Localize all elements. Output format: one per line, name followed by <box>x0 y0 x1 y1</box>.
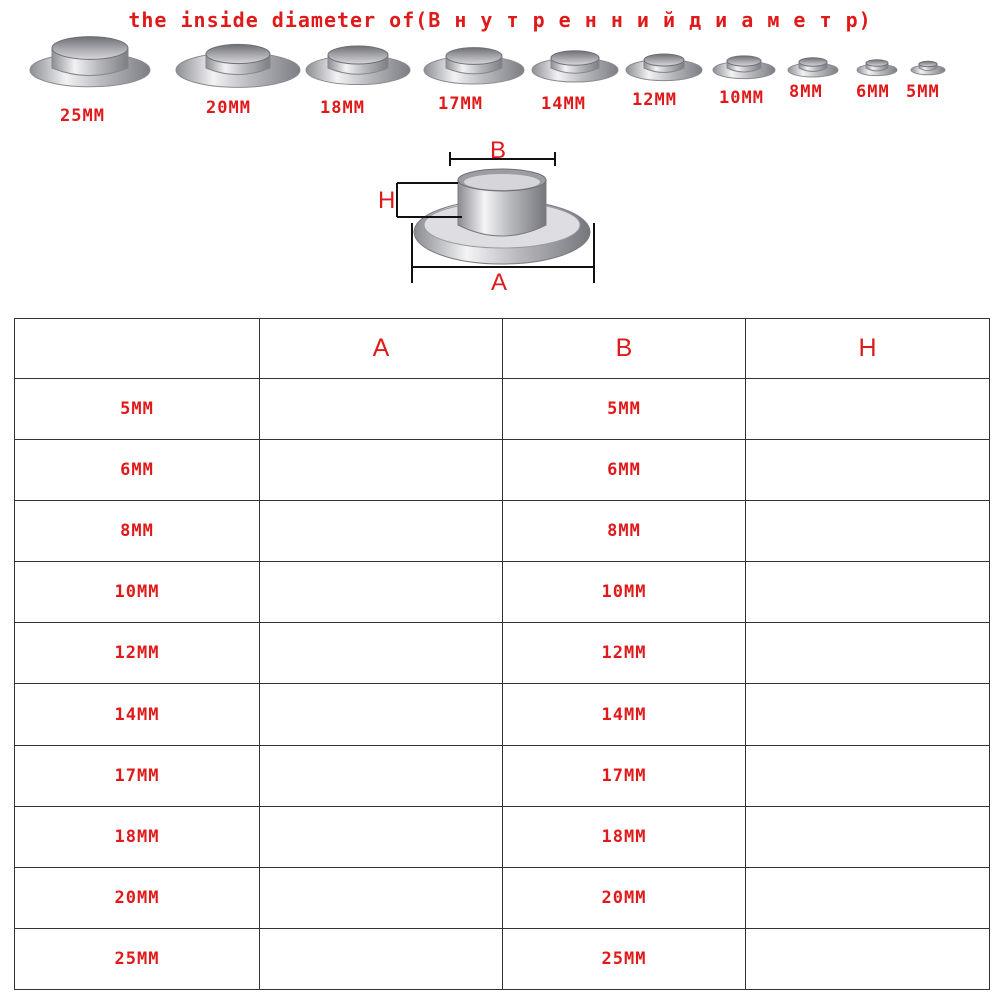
b-cell: 8MM <box>503 501 746 562</box>
eyelet-icon <box>713 56 775 79</box>
a-cell <box>260 501 503 562</box>
a-cell <box>260 928 503 989</box>
b-cell: 5MM <box>503 379 746 440</box>
size-cell: 5MM <box>15 379 260 440</box>
b-cell: 12MM <box>503 623 746 684</box>
a-cell <box>260 440 503 501</box>
h-cell <box>746 440 990 501</box>
size-cell: 20MM <box>15 867 260 928</box>
size-cell: 6MM <box>15 440 260 501</box>
a-cell <box>260 623 503 684</box>
eyelet-row <box>0 0 1000 140</box>
eyelet-icon <box>788 58 838 77</box>
eyelet-size-label: 17MM <box>438 94 483 114</box>
eyelet-size-label: 25MM <box>60 106 105 126</box>
eyelet-size-label: 10MM <box>719 88 764 108</box>
eyelet-size-label: 20MM <box>206 98 251 118</box>
eyelet-size-label: 8MM <box>789 82 823 102</box>
eyelet-size-label: 12MM <box>632 90 677 110</box>
a-cell <box>260 684 503 745</box>
table-row <box>15 867 990 928</box>
dimension-a-label: A <box>491 269 508 296</box>
table-row <box>15 501 990 562</box>
eyelet-size-label: 5MM <box>906 82 940 102</box>
size-cell: 8MM <box>15 501 260 562</box>
b-cell: 10MM <box>503 562 746 623</box>
h-cell <box>746 379 990 440</box>
eyelet-icon <box>911 61 945 74</box>
h-cell <box>746 623 990 684</box>
eyelet-icon <box>857 60 897 76</box>
dimension-diagram <box>370 135 620 300</box>
eyelet-icon <box>306 46 410 85</box>
eyelet-icon <box>424 48 524 84</box>
size-cell: 10MM <box>15 562 260 623</box>
eyelet-icon <box>30 37 150 87</box>
eyelet-size-label: 18MM <box>320 98 365 118</box>
a-cell <box>260 806 503 867</box>
size-cell: 14MM <box>15 684 260 745</box>
h-cell <box>746 501 990 562</box>
eyelet-icon <box>176 44 300 87</box>
h-cell <box>746 928 990 989</box>
h-cell <box>746 867 990 928</box>
h-cell <box>746 684 990 745</box>
table-row <box>15 684 990 745</box>
h-cell <box>746 562 990 623</box>
size-cell: 25MM <box>15 928 260 989</box>
eyelet-icon <box>626 54 702 81</box>
h-cell <box>746 745 990 806</box>
a-cell <box>260 745 503 806</box>
header-a: A <box>260 319 503 379</box>
a-cell <box>260 867 503 928</box>
a-cell <box>260 562 503 623</box>
table-row <box>15 623 990 684</box>
eyelet-size-label: 14MM <box>541 94 586 114</box>
table-header-row <box>15 319 990 379</box>
table-row <box>15 806 990 867</box>
eyelet-icon <box>532 51 618 82</box>
size-cell: 17MM <box>15 745 260 806</box>
b-cell: 25MM <box>503 928 746 989</box>
a-cell <box>260 379 503 440</box>
b-cell: 14MM <box>503 684 746 745</box>
b-cell: 6MM <box>503 440 746 501</box>
eyelet-size-label: 6MM <box>856 82 890 102</box>
table-row <box>15 440 990 501</box>
h-cell <box>746 806 990 867</box>
page-title: the inside diameter of(В н у т р е н н и й д и а м е т р) <box>128 8 872 32</box>
dimension-b-label: B <box>490 137 507 164</box>
table-row <box>15 928 990 989</box>
dimension-h-label: H <box>378 187 396 214</box>
b-cell: 20MM <box>503 867 746 928</box>
b-cell: 18MM <box>503 806 746 867</box>
table-row <box>15 562 990 623</box>
table-row <box>15 379 990 440</box>
size-table <box>14 318 990 990</box>
header-h: H <box>746 319 990 379</box>
size-cell: 12MM <box>15 623 260 684</box>
header-empty <box>15 319 260 379</box>
table-row <box>15 745 990 806</box>
b-cell: 17MM <box>503 745 746 806</box>
size-cell: 18MM <box>15 806 260 867</box>
header-b: B <box>503 319 746 379</box>
